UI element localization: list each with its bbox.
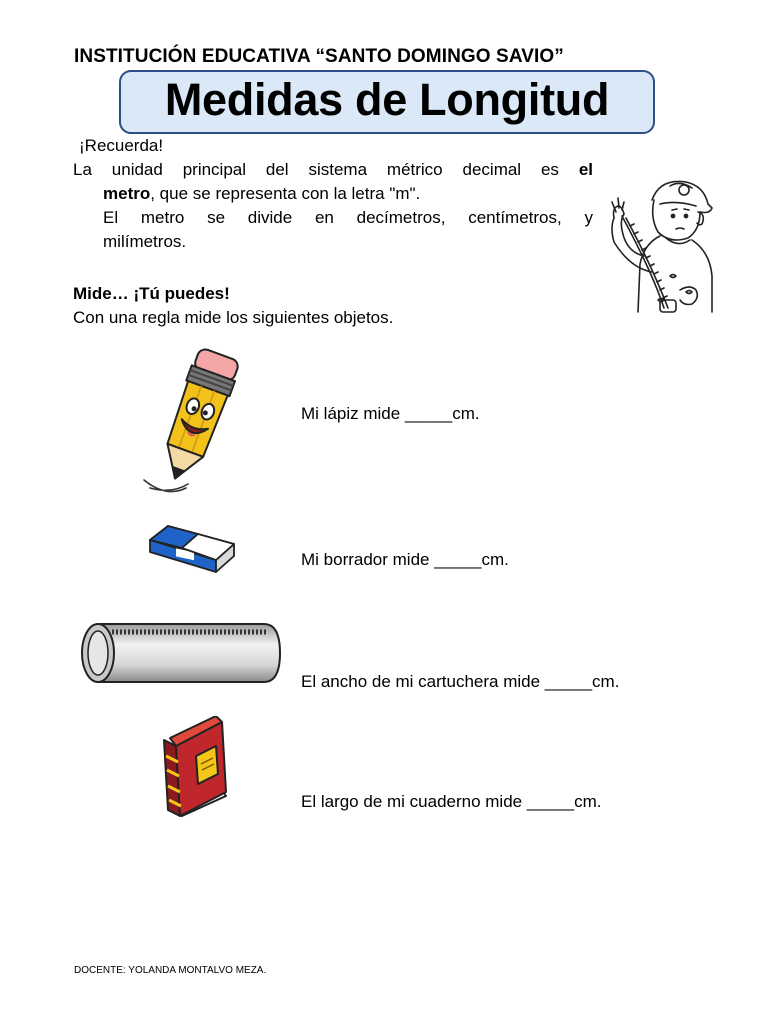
reminder-line-1-text: La unidad principal del sistema métrico decimal es: [73, 160, 559, 179]
pencil-icon: [136, 348, 254, 496]
page-title: Medidas de Longitud: [164, 74, 610, 125]
reminder-bold-metro: metro: [103, 184, 151, 203]
reminder-line-1: [73, 158, 593, 182]
eraser-icon: [146, 520, 238, 576]
pencil-case-icon: [78, 620, 282, 686]
reminder-line-3: [103, 206, 593, 230]
item-eraser-text: Mi borrador mide _____cm.: [301, 550, 509, 569]
reminder-heading: ¡Recuerda!: [79, 136, 164, 155]
activity-heading: Mide… ¡Tú puedes!: [73, 284, 230, 303]
reminder-bold-el: el: [578, 160, 593, 179]
reminder-line-2: [103, 182, 420, 206]
item-pencil-text: Mi lápiz mide _____cm.: [301, 404, 480, 423]
item-pencil-case-text: El ancho de mi cartuchera mide _____cm.: [301, 672, 620, 691]
footer-teacher: DOCENTE: YOLANDA MONTALVO MEZA.: [74, 965, 267, 976]
reminder-line-4: milímetros.: [103, 232, 187, 251]
institution-name: INSTITUCIÓN EDUCATIVA “SANTO DOMINGO SAVIO”: [74, 46, 564, 67]
boy-measuring-icon: [600, 172, 720, 318]
notebook-icon: [160, 716, 232, 818]
activity-instruction: Con una regla mide los siguientes objetos.: [73, 308, 394, 327]
reminder-line-2-text: , que se representa con la letra "m".: [150, 184, 421, 203]
reminder-line-3-text: El metro se divide en decímetros, centímetros, y: [103, 208, 593, 227]
item-notebook-text: El largo de mi cuaderno mide _____cm.: [301, 792, 602, 811]
